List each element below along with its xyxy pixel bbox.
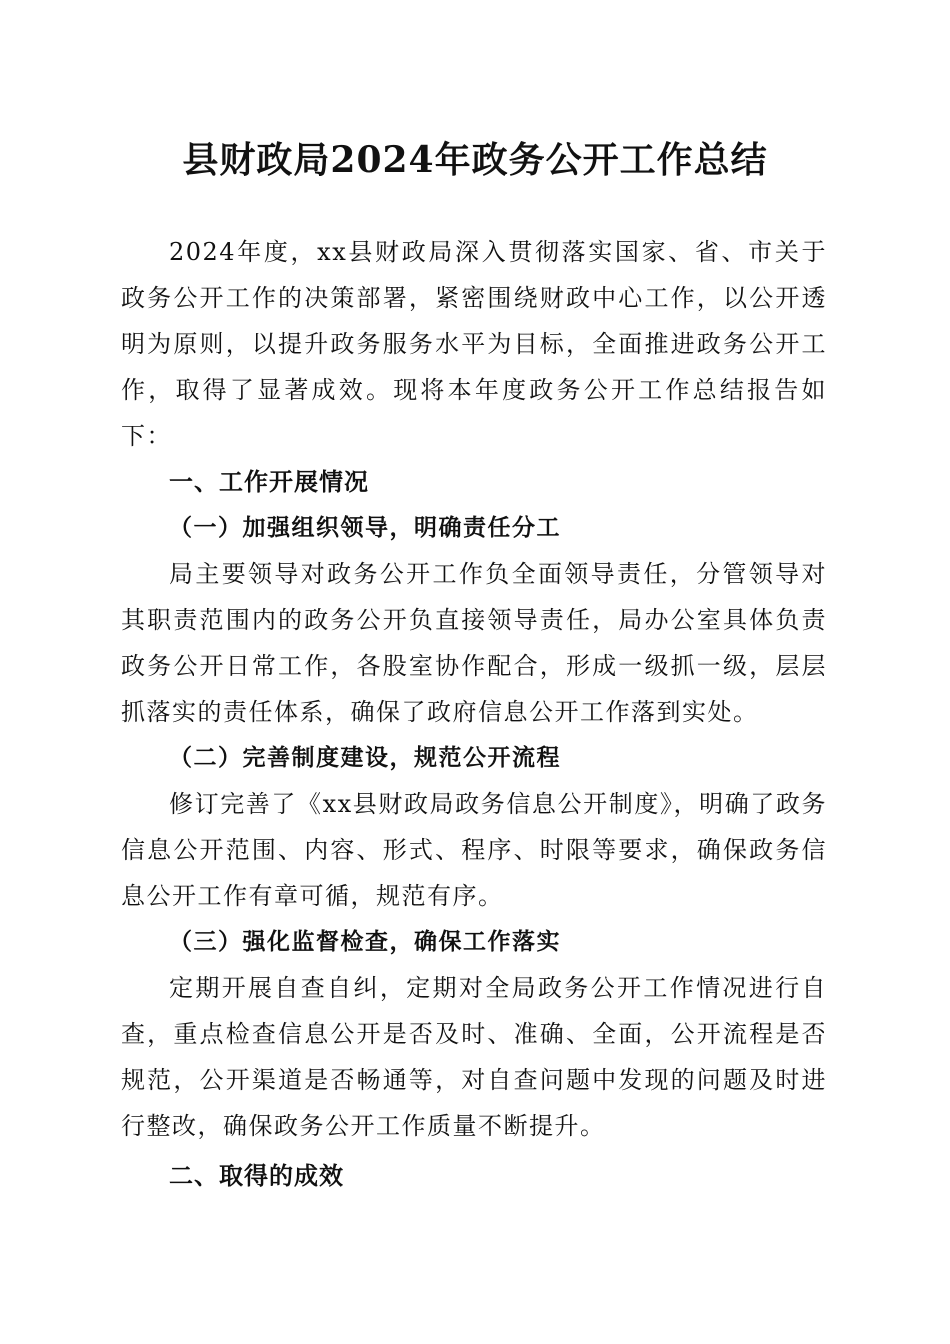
subsection-heading-1: （一）加强组织领导，明确责任分工 — [169, 514, 561, 541]
intro-paragraph: 2024年度，xx县财政局深入贯彻落实国家、省、市关于政务公开工作的决策部署，紧密围绕财政中心工作，以公开透明为原则，以提升政务服务水平为目标，全面推进政务公开工作，取得了显著成效。现将本年度政务公开工作总结报告如下： — [121, 238, 827, 450]
subsection-paragraph-3: 定期开展自查自纠，定期对全局政务公开工作情况进行自查，重点检查信息公开是否及时、准确、全面，公开流程是否规范，公开渠道是否畅通等，对自查问题中发现的问题及时进行整改，确保政务公开工作质量不断提升。 — [121, 974, 827, 1140]
section-heading-1: 一、工作开展情况 — [169, 468, 369, 496]
document-title: 县财政局2024年政务公开工作总结 — [182, 139, 768, 181]
section-heading-2: 二、取得的成效 — [169, 1162, 344, 1190]
subsection-paragraph-1: 局主要领导对政务公开工作负全面领导责任，分管领导对其职责范围内的政务公开负直接领导责任，局办公室具体负责政务公开日常工作，各股室协作配合，形成一级抓一级，层层抓落实的责任体系，确保了政府信息公开工作落到实处。 — [121, 560, 827, 726]
subsection-paragraph-2: 修订完善了《xx县财政局政务信息公开制度》，明确了政务信息公开范围、内容、形式、程序、时限等要求，确保政务信息公开工作有章可循，规范有序。 — [121, 790, 827, 910]
subsection-heading-2: （二）完善制度建设，规范公开流程 — [169, 744, 561, 771]
document-body — [121, 229, 827, 1199]
subsection-heading-3: （三）强化监督检查，确保工作落实 — [169, 928, 561, 955]
